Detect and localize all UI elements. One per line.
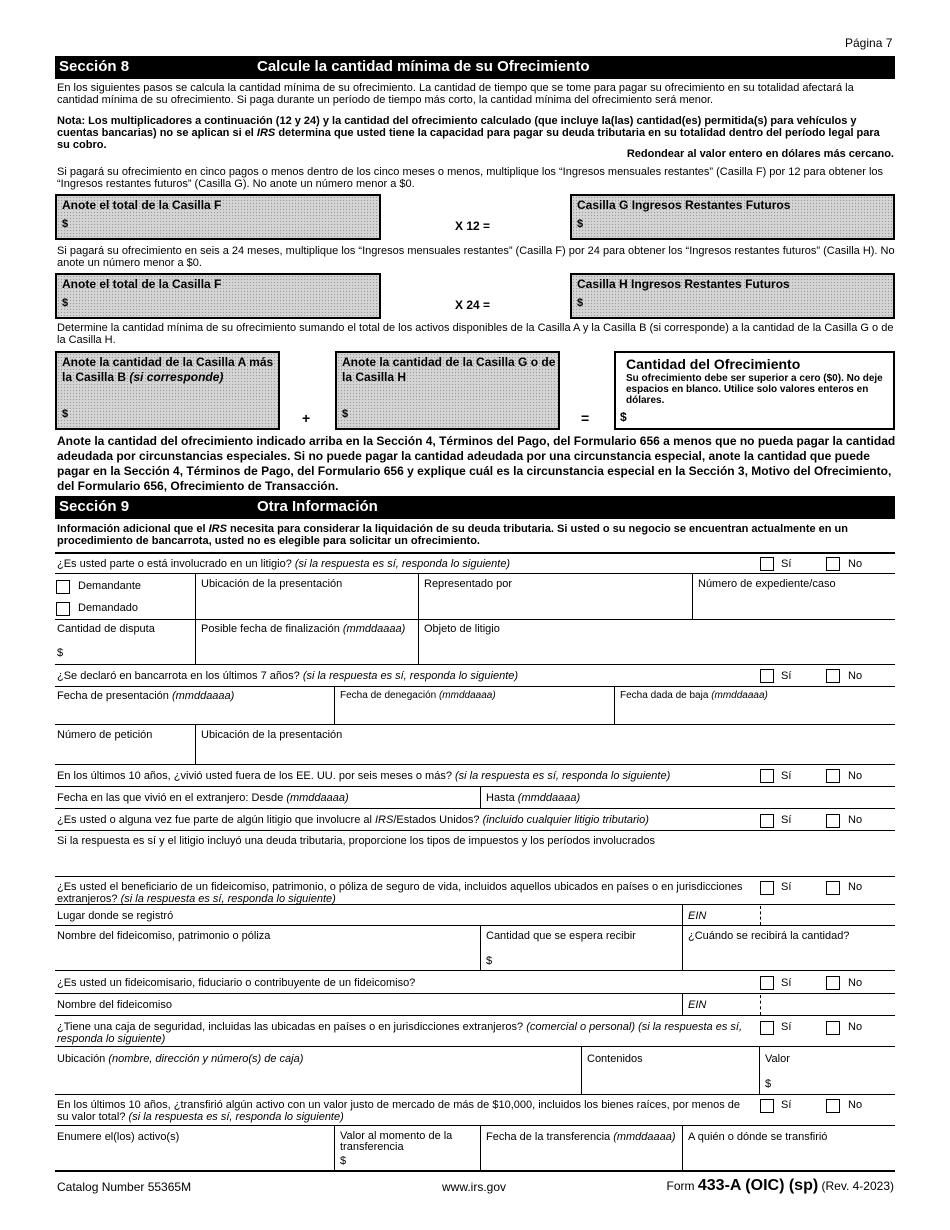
equals-sign: = xyxy=(581,410,590,426)
vrule xyxy=(195,573,196,664)
dollar-sign: $ xyxy=(765,1078,772,1090)
q-transfer-hint: (si la respuesta es sí, responda lo siguiente) xyxy=(128,1111,344,1123)
form-word: Form xyxy=(666,1179,698,1193)
tax-litigation-details-label: Si la respuesta es sí y el litigio incluyó una deuda tributaria, proporcione los tipos de impuestos y los períodos involucrados xyxy=(57,835,655,847)
dollar-sign: $ xyxy=(620,410,627,424)
abroad-no-checkbox[interactable] xyxy=(826,769,840,783)
rule xyxy=(55,724,895,725)
denial-date-label xyxy=(340,690,496,702)
transferred-to-label: A quién o dónde se transfirió xyxy=(688,1131,828,1143)
dollar-sign: $ xyxy=(486,955,493,967)
trust-beneficiary-yes-checkbox[interactable] xyxy=(760,881,774,895)
dollar-sign: $ xyxy=(342,408,349,420)
docket-number-label: Número de expediente/caso xyxy=(698,578,836,590)
box-h[interactable] xyxy=(570,273,895,319)
note-text-a: Nota: Los multiplicadores a continuación (12 y 24) y la cantidad del ofrecimiento calculado (que incluye la(las) cantidad(es) permitida(s) para vehículos y cuentas bancarias) no se aplican si el xyxy=(57,115,857,139)
plaintiff-checkbox[interactable] xyxy=(56,580,70,594)
q-trust-text: ¿Es usted el beneficiario de un fideicomiso, patrimonio, o póliza de seguro de vida, incluidos aquellos ubicados en países o en jurisdicciones extranjeros? xyxy=(57,881,743,905)
transfer-value-label: Valor al momento de la transferencia xyxy=(340,1130,453,1153)
q-safe-deposit xyxy=(57,1021,747,1045)
abroad-yes-checkbox[interactable] xyxy=(760,769,774,783)
q-irs-irs: IRS xyxy=(374,814,394,826)
date-format: (mmddaaaa) xyxy=(171,690,235,702)
vrule xyxy=(195,724,196,764)
vrule xyxy=(418,573,419,664)
offer-note: Su ofrecimiento debe ser superior a cero ($0). No deje espacios en blanco. Utilice solo valores enteros en dólares. xyxy=(626,373,883,406)
trust-name-label: Nombre del fideicomiso, patrimonio o póliza xyxy=(57,930,271,942)
date-format: (mmddaaaa) xyxy=(342,623,406,635)
s8-determine: Determine la cantidad mínima de su ofrecimiento sumando el total de los activos disponibles de la Casilla A y la Casilla B (si corresponde) a la cantidad de la Casilla G o de la Casilla H. xyxy=(57,322,894,346)
s8-note xyxy=(57,115,895,151)
abroad-to-label xyxy=(486,792,580,804)
offer-title: Cantidad del Ofrecimiento xyxy=(626,356,801,372)
plaintiff-label: Demandante xyxy=(78,580,141,592)
date-format: (mmddaaaa) xyxy=(438,690,496,701)
ein-label: EIN xyxy=(688,910,707,922)
bankruptcy-no-checkbox[interactable] xyxy=(826,669,840,683)
box-f-total-12[interactable] xyxy=(55,194,381,240)
q-asset-transfer xyxy=(57,1099,752,1123)
note-text-b: determina que usted tiene la capacidad para pagar su deuda tributaria en su totalidad dentro del período legal para su cobro. xyxy=(57,127,880,151)
transfer-no-checkbox[interactable] xyxy=(826,1099,840,1113)
rule xyxy=(55,876,895,877)
yes-label: Sí xyxy=(781,770,792,782)
rule xyxy=(55,1094,895,1095)
form-revision: (Rev. 4-2023) xyxy=(818,1179,894,1193)
box-ab-italic: (si corresponde) xyxy=(129,370,224,384)
s8-24-months: Si pagará su ofrecimiento en seis a 24 meses, multiplique los “Ingresos mensuales restantes” (Casilla F) por 24 para obtener los “Ingresos restantes futuros” (Casilla H). No anote un número menor a $0. xyxy=(57,245,895,269)
completion-date-label xyxy=(201,623,405,635)
q-bankruptcy-text: ¿Se declaró en bancarrota en los últimos 7 años? xyxy=(57,670,303,682)
yes-label: Sí xyxy=(781,814,792,826)
irs-litigation-no-checkbox[interactable] xyxy=(826,814,840,828)
form-identifier xyxy=(667,1177,894,1195)
litigation-yes-checkbox[interactable] xyxy=(760,557,774,571)
list-assets-label: Enumere el(los) activo(s) xyxy=(57,1131,180,1143)
q-irs-hint: (incluido cualquier litigio tributario) xyxy=(482,814,649,826)
rule xyxy=(55,993,895,994)
no-label: No xyxy=(848,881,863,893)
safe-location-hint: (nombre, dirección y número(s) de caja) xyxy=(108,1053,304,1065)
trustee-yes-checkbox[interactable] xyxy=(760,976,774,990)
transfer-date-label xyxy=(486,1131,676,1143)
represented-by-label: Representado por xyxy=(424,578,513,590)
ein-label: EIN xyxy=(688,999,707,1011)
q-litigation xyxy=(57,558,510,570)
rule xyxy=(55,764,895,765)
q-litigation-hint: (si la respuesta es sí, responda lo siguiente) xyxy=(294,558,511,570)
rule xyxy=(55,830,895,831)
rule xyxy=(55,1125,895,1126)
abroad-to-text: Hasta xyxy=(486,792,518,804)
q-safe-text: ¿Tiene una caja de seguridad, incluidas las ubicadas en países o en jurisdicciones extranjeros? xyxy=(57,1021,527,1033)
no-label: No xyxy=(848,670,863,682)
form-id: 433-A (OIC) (sp) xyxy=(697,1177,819,1194)
dollar-sign: $ xyxy=(577,297,584,309)
q-irs-litigation xyxy=(57,814,649,826)
transfer-date-text: Fecha de la transferencia xyxy=(486,1131,614,1143)
dollar-sign: $ xyxy=(340,1155,347,1167)
yes-label: Sí xyxy=(781,1099,792,1111)
filing-location-label: Ubicación de la presentación xyxy=(201,729,343,741)
info-text-b: necesita para considerar la liquidación de su deuda tributaria. Si usted o su negocio se encuentran actualmente en un procedimiento de bancarrota, usted no es elegible para solicitar un ofrecimiento. xyxy=(57,523,848,547)
box-gh-label: Anote la cantidad de la Casilla G o de la Casilla H xyxy=(342,355,556,384)
no-label: No xyxy=(848,558,863,570)
yes-label: Sí xyxy=(781,670,792,682)
rule xyxy=(55,1170,895,1172)
yes-label: Sí xyxy=(781,1021,792,1033)
q-abroad-text: En los últimos 10 años, ¿vivió usted fuera de los EE. UU. por seis meses o más? xyxy=(57,770,456,782)
q-abroad xyxy=(57,770,670,782)
filing-date-text: Fecha de presentación xyxy=(57,690,172,702)
safe-location-text: Ubicación xyxy=(57,1053,109,1065)
denial-date-text: Fecha de denegación xyxy=(340,690,439,701)
vrule xyxy=(614,686,615,724)
dollar-sign: $ xyxy=(577,218,584,230)
info-text-a: Información adicional que el xyxy=(57,523,209,535)
dollar-sign: $ xyxy=(62,297,69,309)
rule xyxy=(55,1015,895,1016)
trust-name-label: Nombre del fideicomiso xyxy=(57,999,172,1011)
q-bankruptcy-hint: (si la respuesta es sí, responda lo siguiente) xyxy=(302,670,519,682)
ein-dashed-divider xyxy=(760,906,761,925)
yes-label: Sí xyxy=(781,558,792,570)
safe-deposit-no-checkbox[interactable] xyxy=(826,1021,840,1035)
section-9-title: Otra Información xyxy=(257,498,378,515)
litigation-subject-label: Objeto de litigio xyxy=(424,623,500,635)
section-9-number: Sección 9 xyxy=(59,498,130,515)
irs-website-link[interactable]: www.irs.gov xyxy=(442,1180,507,1194)
petition-number-label: Número de petición xyxy=(57,729,153,741)
q-irs-text-a: ¿Es usted o alguna vez fue parte de algún litigio que involucre al xyxy=(57,814,375,826)
rule xyxy=(55,970,895,971)
rule xyxy=(55,573,895,574)
date-format: (mmddaaaa) xyxy=(517,792,581,804)
s8-five-payments: Si pagará su ofrecimiento en cinco pagos o menos dentro de los cinco meses o menos, multiplique los “Ingresos mensuales restantes” (Casilla F) por 12 para obtener los “Ingresos restantes futuros” (Casilla G). No anote un número menor a $0. xyxy=(57,166,884,190)
vrule xyxy=(334,1125,335,1170)
irs-litigation-yes-checkbox[interactable] xyxy=(760,814,774,828)
page-number: Página 7 xyxy=(845,36,893,50)
vrule xyxy=(480,925,481,970)
completion-date-text: Posible fecha de finalización xyxy=(201,623,343,635)
no-label: No xyxy=(848,977,863,989)
date-format: (mmddaaaa) xyxy=(711,690,768,701)
vrule xyxy=(682,993,683,1015)
multiplier-24: X 24 = xyxy=(455,298,491,312)
no-label: No xyxy=(848,1021,863,1033)
trust-beneficiary-no-checkbox[interactable] xyxy=(826,881,840,895)
rule xyxy=(55,925,895,926)
when-received-label: ¿Cuándo se recibirá la cantidad? xyxy=(688,930,850,942)
box-a-plus-b[interactable] xyxy=(55,351,280,430)
vrule xyxy=(682,904,683,970)
dollar-sign: $ xyxy=(62,218,69,230)
defendant-checkbox[interactable] xyxy=(56,602,70,616)
s8-intro: En los siguientes pasos se calcula la cantidad mínima de su ofrecimiento. La cantidad de tiempo que se tome para pagar su ofrecimiento en su totalidad afectará la cantidad mínima de su ofrecimiento. Si paga durante un período de tiempo más corto, la cantidad mínima del ofrecimiento será menor. xyxy=(57,82,854,106)
section-8-header xyxy=(55,56,895,79)
q-abroad-hint: (si la respuesta es sí, responda lo siguiente) xyxy=(455,770,671,782)
rule xyxy=(55,619,895,620)
trustee-no-checkbox[interactable] xyxy=(826,976,840,990)
abroad-from-text: Fecha en las que vivió en el extranjero: Desde xyxy=(57,792,287,804)
dismissal-date-label xyxy=(620,690,768,702)
catalog-number: Catalog Number 55365M xyxy=(57,1180,192,1194)
rule xyxy=(55,552,895,554)
box-g[interactable] xyxy=(570,194,895,240)
no-label: No xyxy=(848,770,863,782)
section-8-title: Calcule la cantidad mínima de su Ofrecimiento xyxy=(257,58,590,75)
registration-place-label: Lugar donde se registró xyxy=(57,910,174,922)
vrule xyxy=(581,1046,582,1094)
rule xyxy=(55,686,895,687)
q-trust-beneficiary xyxy=(57,881,747,905)
plus-sign: + xyxy=(302,410,311,426)
box-h-label: Casilla H Ingresos Restantes Futuros xyxy=(577,277,790,291)
box-f-label: Anote el total de la Casilla F xyxy=(62,198,222,212)
abroad-from-label xyxy=(57,792,349,804)
offer-amount-box[interactable] xyxy=(614,351,895,430)
rule xyxy=(55,786,895,787)
safe-deposit-yes-checkbox[interactable] xyxy=(760,1021,774,1035)
rule xyxy=(55,808,895,809)
box-f-total-24[interactable] xyxy=(55,273,381,319)
rule xyxy=(55,664,895,665)
date-format: (mmddaaaa) xyxy=(613,1131,676,1143)
box-g-label: Casilla G Ingresos Restantes Futuros xyxy=(577,198,791,212)
filing-location-label: Ubicación de la presentación xyxy=(201,578,343,590)
q-litigation-text: ¿Es usted parte o está involucrado en un litigio? xyxy=(57,558,295,570)
no-label: No xyxy=(848,814,863,826)
filing-date-label xyxy=(57,690,234,702)
round-note: Redondear al valor entero en dólares más cercano. xyxy=(626,148,894,160)
note-irs: IRS xyxy=(256,127,276,139)
section-8-number: Sección 8 xyxy=(59,58,130,75)
box-ab-text: Anote la cantidad de la Casilla A más la Casilla B xyxy=(62,355,274,384)
no-label: No xyxy=(848,1099,863,1111)
box-g-or-h[interactable] xyxy=(335,351,560,430)
safe-location-label xyxy=(57,1053,303,1065)
box-ab-label xyxy=(62,355,277,385)
q-trust-hint: (si la respuesta es sí, responda lo siguiente) xyxy=(120,893,336,905)
vrule xyxy=(480,786,481,808)
rule xyxy=(55,1046,895,1047)
contents-label: Contenidos xyxy=(587,1053,643,1065)
date-format: (mmddaaaa) xyxy=(286,792,349,804)
vrule xyxy=(692,573,693,619)
transfer-yes-checkbox[interactable] xyxy=(760,1099,774,1113)
s9-info xyxy=(57,523,895,547)
q-bankruptcy xyxy=(57,670,518,682)
q-transfer-text: En los últimos 10 años, ¿transfirió algún activo con un valor justo de mercado de más de $10,000, incluidos los bienes raíces, por menos de su valor total? xyxy=(57,1099,740,1123)
q-safe-hint: (comercial o personal) (si la respuesta es sí, responda lo siguiente) xyxy=(57,1021,743,1045)
value-label: Valor xyxy=(765,1053,790,1065)
yes-label: Sí xyxy=(781,977,792,989)
multiplier-12: X 12 = xyxy=(455,219,491,233)
section-9-header xyxy=(55,496,895,519)
vrule xyxy=(480,1125,481,1170)
box-f-label: Anote el total de la Casilla F xyxy=(62,277,222,291)
q-trustee: ¿Es usted un fideicomisario, fiduciario o contribuyente de un fideicomiso? xyxy=(57,977,416,989)
s8-final-instructions: Anote la cantidad del ofrecimiento indicado arriba en la Sección 4, Términos del Pago, del Formulario 656 a menos que no pueda pagar la cantidad adeudada por circunstancias especiales. Si no puede pagar la cantidad adeudada por una circunstancia especial, anote la cantidad que puede pagar en la Sección 4, Términos de Pago, del Formulario 656 y explique cuál es la circunstancia especial en la Sección 3, Motivo del Ofrecimiento, del Formulario 656, Ofrecimiento de Transacción. xyxy=(57,434,896,493)
litigation-no-checkbox[interactable] xyxy=(826,557,840,571)
vrule xyxy=(334,686,335,724)
bankruptcy-yes-checkbox[interactable] xyxy=(760,669,774,683)
ein-dashed-divider xyxy=(760,995,761,1015)
vrule xyxy=(759,1046,760,1094)
dismissal-date-text: Fecha dada de baja xyxy=(620,690,712,701)
info-irs: IRS xyxy=(208,523,227,535)
yes-label: Sí xyxy=(781,881,792,893)
vrule xyxy=(682,1125,683,1170)
dispute-amount-label: Cantidad de disputa xyxy=(57,623,155,635)
expected-amount-label: Cantidad que se espera recibir xyxy=(486,930,636,942)
defendant-label: Demandado xyxy=(78,602,138,614)
dollar-sign: $ xyxy=(57,647,64,659)
dollar-sign: $ xyxy=(62,408,69,420)
q-irs-text-b: /Estados Unidos? xyxy=(393,814,483,826)
